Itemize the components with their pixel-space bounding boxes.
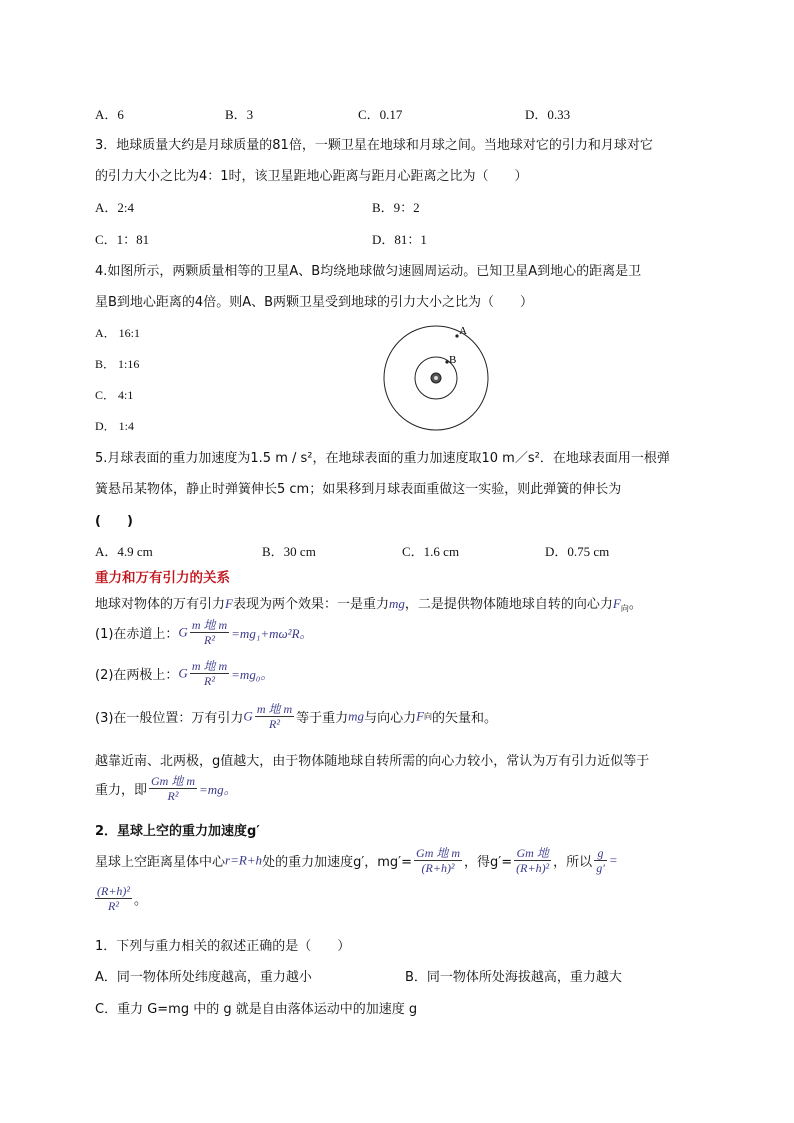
poles-paragraph-line1: 越靠近南、北两极，g值越大，由于物体随地球自转所需的向心力较小，常认为万有引力近似等于	[95, 754, 650, 769]
q1-option-a: A．同一物体所处纬度越高，重力越小	[95, 970, 312, 985]
q5-option-c: C．1.6 cm	[402, 544, 460, 559]
q3-option-d: D．81：1	[372, 232, 427, 247]
q3-stem-line1: 3．地球质量大约是月球质量的81倍，一颗卫星在地球和月球之间。当地球对它的引力和月球对它	[95, 138, 653, 153]
q3-option-a: A．2:4	[95, 200, 135, 215]
q1-option-b: B．同一物体所处海拔越高，重力越大	[405, 970, 622, 985]
q5-option-b: B．30 cm	[262, 544, 316, 559]
subsection-heading: 2．星球上空的重力加速度g′	[95, 824, 260, 839]
orbit-diagram	[380, 322, 492, 434]
q4-option-b: B． 1:16	[95, 357, 140, 371]
satellite-b-label: B	[449, 354, 457, 366]
q3-stem-line2: 的引力大小之比为4：1时，该卫星距地心距离与距月心距离之比为（ ）	[95, 169, 528, 184]
q2-option-d: D．0.33	[525, 107, 571, 122]
poles-paragraph-line2: 重力，即 $\frac{\text{Gm 地 m}}{\text{R²}}$ =mg。	[95, 774, 237, 803]
q4-option-a: A． 16:1	[95, 326, 141, 340]
q4-option-c: C． 4:1	[95, 388, 134, 402]
q1-stem: 1．下列与重力相关的叙述正确的是（ ）	[95, 939, 351, 954]
q2-option-a: A．6	[95, 107, 124, 122]
q2-option-b: B．3	[225, 107, 254, 122]
altitude-gravity-formula: 星球上空距离星体中心r=R+h处的重力加速度g′，mg′= $\frac{\text{Gm 地 m}}{\text{(R+h)²}}$ ，得g′= $\frac{\text{Gm 地}}{\text{(R+h)²}}$ ，所以 $\frac{g}{g'}$ =	[95, 846, 618, 875]
q3-option-c: C．1：81	[95, 232, 150, 247]
section-intro: 地球对物体的万有引力F表现为两个效果：一是重力mg，二是提供物体随地球自转的向心力$F_向$。	[95, 596, 642, 613]
q3-option-b: B．9：2	[372, 200, 420, 215]
equator-formula: (1)在赤道上：G $\frac{\text{m 地 m}}{\text{R²}}$ =mg₁+mω²R。	[95, 618, 313, 647]
general-position-formula: (3)在一般位置：万有引力G $\frac{\text{m 地 m}}{\text{R²}}$ 等于重力mg与向心力F向的矢量和。	[95, 702, 498, 731]
q5-option-d: D．0.75 cm	[545, 544, 610, 559]
q2-option-c: C．0.17	[358, 107, 403, 122]
q4-option-d: D． 1:4	[95, 419, 135, 433]
q4-stem-line2: 星B到地心距离的4倍。则A、B两颗卫星受到地球的引力大小之比为（ ）	[95, 295, 534, 310]
pole-formula: (2)在两极上：G $\frac{\text{m 地 m}}{\text{R²}}$ =mg₀。	[95, 659, 274, 688]
q1-option-c: C．重力 G=mg 中的 g 就是自由落体运动中的加速度 g	[95, 1002, 418, 1017]
q5-stem-line2: 簧悬吊某物体，静止时弹簧伸长5 cm；如果移到月球表面重做这一实验，则此弹簧的伸长为	[95, 482, 622, 497]
earth-highlight	[434, 376, 438, 380]
section-heading: 重力和万有引力的关系	[95, 570, 230, 586]
altitude-gravity-formula-cont: $\frac{\text{(R+h)²}}{\text{R²}}$ 。	[97, 884, 148, 913]
q5-stem-line1: 5.月球表面的重力加速度为1.5 m / s²，在地球表面的重力加速度取10 m／s²．在地球表面用一根弹	[95, 451, 670, 466]
q5-stem-line3: ( )	[95, 514, 133, 529]
satellite-a-label: A	[459, 325, 467, 337]
q4-stem-line1: 4.如图所示，两颗质量相等的卫星A、B均绕地球做匀速圆周运动。已知卫星A到地心的距离是卫	[95, 264, 642, 279]
q5-option-a: A．4.9 cm	[95, 544, 153, 559]
